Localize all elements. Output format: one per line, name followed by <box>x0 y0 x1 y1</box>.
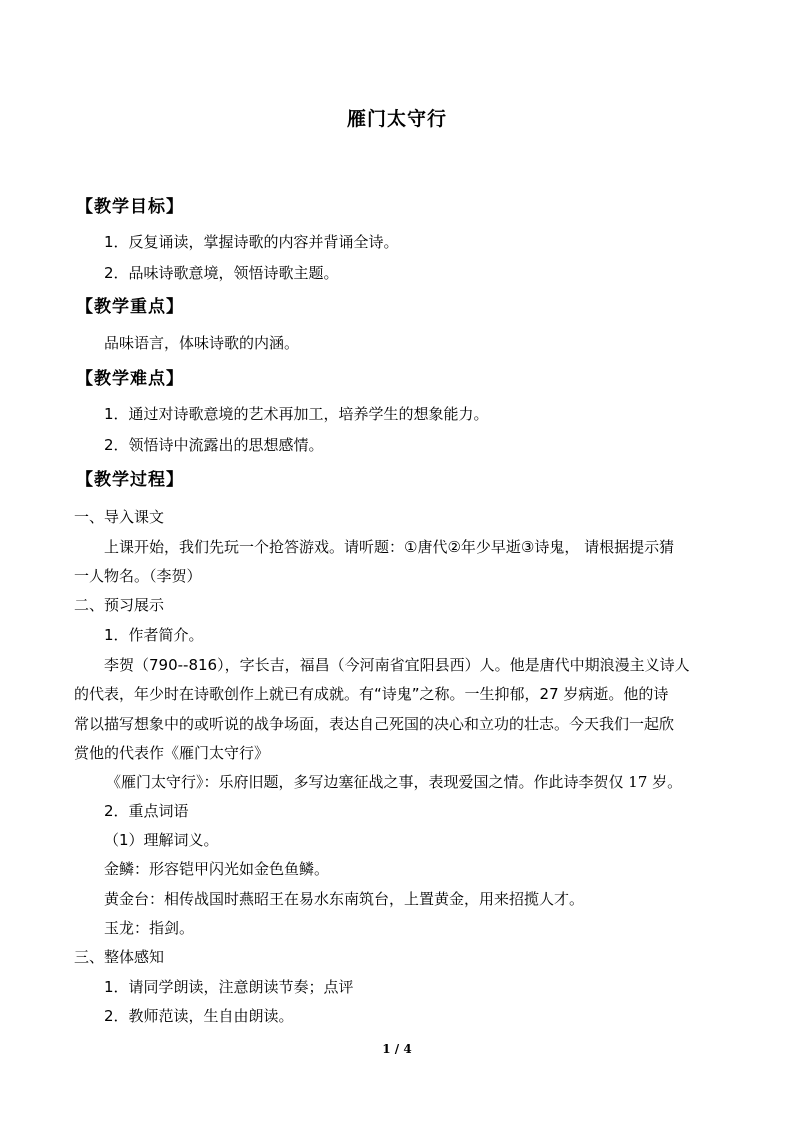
difficulty-item-2: 2．领悟诗中流露出的思想感情。 <box>104 436 324 454</box>
word-yulong: 玉龙：指剑。 <box>104 919 195 937</box>
author-paragraph-line-2: 的代表，年少时在诗歌创作上就已有成就。有“诗鬼”之称。一生抑郁，27 岁病逝。他的诗 <box>74 685 669 703</box>
section-heading-process: 【教学过程】 <box>76 470 184 490</box>
process-step-2-heading: 二、预习展示 <box>74 596 165 614</box>
author-paragraph-line-3: 常以描写想象中的或听说的战争场面，表达自己死国的决心和立功的壮志。今天我们一起欣 <box>74 715 675 733</box>
word-meaning-label: （1）理解词义。 <box>104 831 219 849</box>
difficulty-item-1: 1．通过对诗歌意境的艺术再加工，培养学生的想象能力。 <box>104 405 489 423</box>
poem-note: 《雁门太守行》：乐府旧题，多写边塞征战之事，表现爱国之情。作此诗李贺仅 17 岁。 <box>106 773 683 791</box>
section-heading-key: 【教学重点】 <box>76 297 184 317</box>
goal-item-2: 2．品味诗歌意境，领悟诗歌主题。 <box>104 264 339 282</box>
key-item-1: 品味语言，体味诗歌的内涵。 <box>104 334 300 352</box>
key-words-label: 2．重点词语 <box>104 802 189 820</box>
reading-step-1: 1．请同学朗读，注意朗读节奏；点评 <box>104 978 354 996</box>
reading-step-2: 2．教师范读，生自由朗读。 <box>104 1007 294 1025</box>
author-intro-label: 1．作者简介。 <box>104 626 204 644</box>
process-step-3-heading: 三、整体感知 <box>74 948 165 966</box>
page-title: 雁门太守行 <box>346 108 447 130</box>
process-step-1-heading: 一、导入课文 <box>74 508 165 526</box>
intro-paragraph-line-2: 一人物名。（李贺） <box>74 567 202 585</box>
intro-paragraph-line-1: 上课开始，我们先玩一个抢答游戏。请听题：①唐代②年少早逝③诗鬼， 请根据提示猜 <box>104 538 675 556</box>
word-huangjintai: 黄金台：相传战国时燕昭王在易水东南筑台，上置黄金，用来招揽人才。 <box>104 890 585 908</box>
section-heading-goals: 【教学目标】 <box>76 197 184 217</box>
page-number: 1 / 4 <box>382 1042 412 1056</box>
author-paragraph-line-4: 赏他的代表作《雁门太守行》 <box>74 744 270 762</box>
section-heading-difficulty: 【教学难点】 <box>76 369 184 389</box>
author-paragraph-line-1: 李贺（790--816），字长吉，福昌（今河南省宜阳县西）人。他是唐代中期浪漫主义诗人 <box>104 656 690 674</box>
word-jinlin: 金鳞：形容铠甲闪光如金色鱼鳞。 <box>104 860 330 878</box>
goal-item-1: 1．反复诵读，掌握诗歌的内容并背诵全诗。 <box>104 233 399 251</box>
